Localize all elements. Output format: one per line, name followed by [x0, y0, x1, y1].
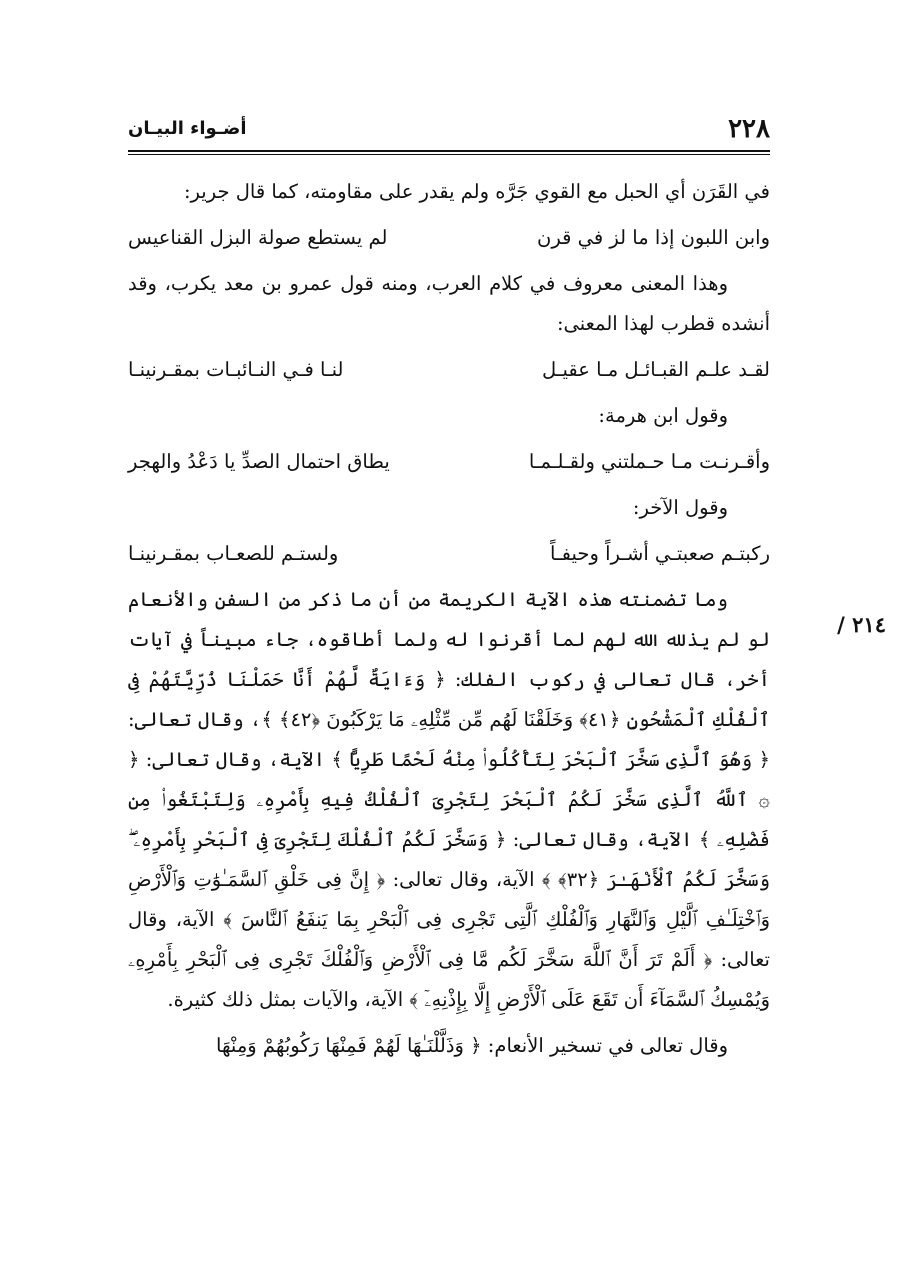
poem-verse-2: [128, 346, 770, 394]
paragraph-2: وهذا المعنى معروف في كلام العرب، ومنه قول عمرو بن معد يكرب، وقد أنشده قطرب لهذا المعنى:: [128, 272, 770, 335]
verse-2-first-hemistich: لقـد علـم القبـائـل مـا عقيـل: [542, 358, 770, 381]
page-header: [128, 114, 770, 146]
verse-4-first-hemistich: ركبتـم صعبتـي أشـراً وحيفـاً: [550, 542, 770, 565]
paragraph-6: وقال تعالى في تسخير الأنعام: ﴿ وَذَلَّلْنَـٰهَا لَهُمْ فَمِنْهَا رَكُوبُهُمْ وَمِنْهَا: [216, 1034, 728, 1057]
page-body: [128, 172, 770, 1066]
verse-2-second-hemistich: لنـا فـي النـائبـات بمقـرنينـا: [128, 358, 344, 381]
paragraph-1: في القَرَن أي الحبل مع القوي جَرَّه ولم يقدر على مقاومته، كما قال جرير:: [183, 180, 770, 203]
verse-1-first-hemistich: وابن اللبون إذا ما لز في قرن: [537, 226, 770, 249]
verse-1-second-hemistich: لم يستطع صولة البزل القناعيس: [128, 226, 388, 249]
header-rule: [128, 150, 770, 155]
paragraph-4: وقول الآخر:: [632, 496, 728, 519]
paragraph-3: وقول ابن هرمة:: [598, 404, 728, 427]
poem-verse-3: [128, 438, 770, 486]
poem-verse-1: [128, 214, 770, 262]
book-title: أضـواء البيـان: [128, 118, 247, 139]
margin-page-marker: ٢١٤ /: [837, 612, 886, 637]
page-number: ٢٢٨: [728, 114, 770, 144]
poem-verse-4: [128, 530, 770, 578]
verse-3-first-hemistich: وأقـرنـت مـا حـملتني ولقـلـمـا: [528, 450, 770, 473]
verse-3-second-hemistich: يطاق احتمال الصدِّ يا دَعْدُ والهجر: [128, 450, 390, 473]
paragraph-5: وما تضمنته هذه الآية الكريمة من أن ما ذكر من السفن والأنعام لو لم يذلله الله لهم لما أقرنوا له ولما أطاقوه، جاء مبيناً في آيات أخر، قال تعالى في ركوب الفلك: ﴿ وَءَايَةٌ لَّهُمْ أَنَّا حَمَلْنَا ذُرِّيَّتَهُمْ فِى ٱلْفُلْكِ ٱلْمَشْحُونِ ﴿٤١﴾ وَخَلَقْنَا لَهُم مِّن مِّثْلِهِۦ مَا يَرْكَبُونَ ﴿٤٢﴾ ﴾، وقال تعالى: ﴿ وَهُوَ ٱلَّذِى سَخَّرَ ٱلْبَحْرَ لِتَأْكُلُوا۟ مِنْهُ لَحْمًا طَرِيًّا ﴾ الآية، وقال تعالى: ﴿ ۞ ٱللَّهُ ٱلَّذِى سَخَّرَ لَكُمُ ٱلْبَحْرَ لِتَجْرِىَ ٱلْفُلْكُ فِيهِ بِأَمْرِهِۦ وَلِتَبْتَغُوا۟ مِن فَضْلِهِۦ ﴾ الآية، وقال تعالى: ﴿ وَسَخَّرَ لَكُمُ ٱلْفُلْكَ لِتَجْرِىَ فِى ٱلْبَحْرِ بِأَمْرِهِۦ ۖ وَسَخَّرَ لَكُمُ ٱلْأَنْهَـٰرَ ﴿٣٢﴾ ﴾ الآية، وقال تعالى: ﴿ إِنَّ فِى خَلْقِ ٱلسَّمَـٰوَٰتِ وَٱلْأَرْضِ وَٱخْتِلَـٰفِ ٱلَّيْلِ وَٱلنَّهَارِ وَٱلْفُلْكِ ٱلَّتِى تَجْرِى فِى ٱلْبَحْرِ بِمَا يَنفَعُ ٱلنَّاسَ ﴾ الآية، وقال تعالى: ﴿ أَلَمْ تَرَ أَنَّ ٱللَّهَ سَخَّرَ لَكُم مَّا فِى ٱلْأَرْضِ وَٱلْفُلْكَ تَجْرِى فِى ٱلْبَحْرِ بِأَمْرِهِۦ وَيُمْسِكُ ٱلسَّمَآءَ أَن تَقَعَ عَلَى ٱلْأَرْضِ إِلَّا بِإِذْنِهِۦٓ ﴾ الآية، والآيات بمثل ذلك كثيرة.: [128, 588, 771, 1011]
verse-4-second-hemistich: ولستـم للصعـاب بمقـرنينـا: [128, 542, 339, 565]
